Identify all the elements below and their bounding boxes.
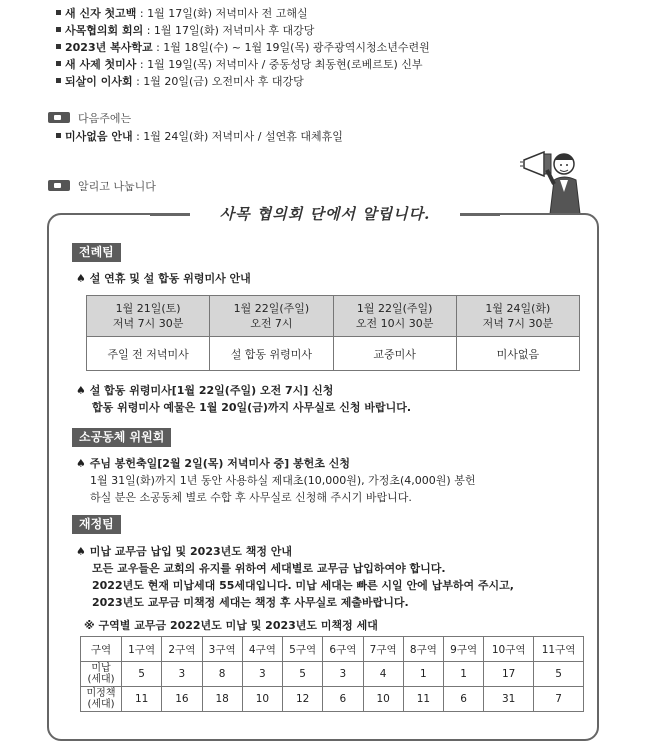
unpaid-label-2: (세대) <box>87 674 115 685</box>
unset-value: 11 <box>122 687 162 712</box>
unset-value: 7 <box>534 687 584 712</box>
next-week-item-label: 미사없음 안내 <box>65 130 133 143</box>
schedule-date: 1월 22일(주일) <box>233 302 310 315</box>
unpaid-value: 5 <box>122 662 162 687</box>
unset-label <box>81 687 122 712</box>
community-line-1: 1월 31일(화)까지 1년 동안 사용하실 제대초(10,000원), 가정초(4,000원) 봉헌 <box>90 474 476 487</box>
announcement-5 <box>56 74 304 90</box>
unpaid-value: 3 <box>242 662 282 687</box>
notice-banner: 사목 협의회 단에서 알립니다. <box>190 201 460 227</box>
unpaid-value: 5 <box>283 662 323 687</box>
unset-value: 11 <box>403 687 443 712</box>
announcement-text: : 1월 19일(목) 저녁미사 / 중동성당 최동현(로베르토) 신부 <box>136 58 423 71</box>
district-name: 8구역 <box>403 637 443 662</box>
schedule-time: 저녁 7시 30분 <box>482 317 554 330</box>
unpaid-label-1: 미납 <box>91 663 111 674</box>
district-name: 6구역 <box>323 637 363 662</box>
liturgy-tag: 전례팀 <box>72 243 121 262</box>
unset-label-2: (세대) <box>87 699 115 710</box>
notice-heading <box>48 178 156 194</box>
unset-label-1: 미정책 <box>86 688 116 699</box>
next-week-item-text: : 1월 24일(화) 저녁미사 / 설연휴 대체휴일 <box>132 130 343 143</box>
next-week-heading <box>48 110 131 126</box>
liturgy-note-title: ♠ 설 합동 위령미사[1월 22일(주일) 오전 7시] 신청 <box>76 384 334 397</box>
schedule-time: 저녁 7시 30분 <box>112 317 184 330</box>
district-name: 2구역 <box>162 637 202 662</box>
district-name: 10구역 <box>484 637 534 662</box>
schedule-time: 오전 10시 30분 <box>355 317 434 330</box>
district-table <box>80 636 584 712</box>
community-title: ♠ 주님 봉헌축일[2월 2일(목) 저녁미사 중] 봉헌초 신청 <box>76 457 350 470</box>
next-week-heading-text: 다음주에는 <box>78 112 132 125</box>
finance-tag: 재정팀 <box>72 515 121 534</box>
community-tag: 소공동체 위원회 <box>72 428 171 447</box>
unpaid-row <box>81 662 584 687</box>
unpaid-value: 5 <box>534 662 584 687</box>
announcement-4 <box>56 57 423 73</box>
announcement-1 <box>56 6 308 22</box>
district-name: 7구역 <box>363 637 403 662</box>
finance-line-1: 모든 교우들은 교회의 유지를 위하여 세대별로 교무금 납입하여야 합니다. <box>92 562 446 575</box>
speech-bubble-icon <box>48 112 70 123</box>
announcement-text: : 1월 17일(화) 저녁미사 전 고해실 <box>136 7 308 20</box>
finance-line-2: 2022년도 현재 미납세대 55세대입니다. 미납 세대는 빠른 시일 안에 납부하여 주시고, <box>92 579 514 592</box>
liturgy-title: ♠ 설 연휴 및 설 합동 위령미사 안내 <box>76 272 251 285</box>
unset-value: 10 <box>363 687 403 712</box>
unset-value: 31 <box>484 687 534 712</box>
district-name: 1구역 <box>122 637 162 662</box>
announcement-label: 되살이 이사회 <box>65 75 133 88</box>
unset-row <box>81 687 584 712</box>
announcement-label: 사목협의회 회의 <box>65 24 144 37</box>
announcement-3 <box>56 40 430 56</box>
announcement-2 <box>56 23 314 39</box>
schedule-head-cell <box>210 296 333 337</box>
next-week-item <box>56 129 343 145</box>
schedule-head-cell <box>456 296 579 337</box>
speech-bubble-icon <box>48 180 70 191</box>
announcement-text: : 1월 20일(금) 오전미사 후 대강당 <box>132 75 304 88</box>
district-name: 4구역 <box>242 637 282 662</box>
schedule-desc: 교중미사 <box>333 337 456 371</box>
district-name: 11구역 <box>534 637 584 662</box>
unset-value: 6 <box>444 687 484 712</box>
district-name: 3구역 <box>202 637 242 662</box>
announcement-text: : 1월 17일(화) 저녁미사 후 대강당 <box>143 24 315 37</box>
finance-line-3: 2023년도 교무금 미책정 세대는 책정 후 사무실로 제출바랍니다. <box>92 596 409 609</box>
announcement-label: 새 신자 첫고백 <box>65 7 137 20</box>
announcement-label: 2023년 복사학교 <box>65 41 153 54</box>
unpaid-value: 3 <box>323 662 363 687</box>
unset-value: 10 <box>242 687 282 712</box>
schedule-desc: 주일 전 저녁미사 <box>87 337 210 371</box>
banner-line-right <box>460 214 500 216</box>
announcement-text: : 1월 18일(수) ~ 1월 19일(목) 광주광역시청소년수련원 <box>152 41 430 54</box>
announcement-label: 새 사제 첫미사 <box>65 58 137 71</box>
unpaid-value: 3 <box>162 662 202 687</box>
unset-value: 16 <box>162 687 202 712</box>
community-line-2: 하실 분은 소공동체 별로 수합 후 사무실로 신청해 주시기 바랍니다. <box>90 491 412 504</box>
schedule-desc: 미사없음 <box>456 337 579 371</box>
district-header-label: 구역 <box>81 637 122 662</box>
district-header-row <box>81 637 584 662</box>
unset-value: 12 <box>283 687 323 712</box>
unpaid-value: 17 <box>484 662 534 687</box>
liturgy-note-text: 합동 위령미사 예물은 1월 20일(금)까지 사무실로 신청 바랍니다. <box>92 401 412 414</box>
schedule-time: 오전 7시 <box>250 317 293 330</box>
schedule-desc: 설 합동 위령미사 <box>210 337 333 371</box>
unpaid-value: 1 <box>444 662 484 687</box>
finance-title: ♠ 미납 교무금 납입 및 2023년도 책정 안내 <box>76 545 293 558</box>
schedule-date: 1월 22일(주일) <box>356 302 433 315</box>
schedule-date: 1월 24일(화) <box>485 302 551 315</box>
unpaid-label <box>81 662 122 687</box>
district-name: 5구역 <box>283 637 323 662</box>
mass-schedule-table <box>86 295 580 371</box>
banner-line-left <box>150 214 190 216</box>
unpaid-value: 4 <box>363 662 403 687</box>
notice-heading-text: 알리고 나눕니다 <box>78 180 156 193</box>
schedule-date: 1월 21일(토) <box>115 302 181 315</box>
unpaid-value: 8 <box>202 662 242 687</box>
schedule-head-cell <box>333 296 456 337</box>
unpaid-value: 1 <box>403 662 443 687</box>
schedule-head-cell <box>87 296 210 337</box>
megaphone-mascot-icon <box>520 140 596 216</box>
unset-value: 18 <box>202 687 242 712</box>
unset-value: 6 <box>323 687 363 712</box>
finance-table-title: ※ 구역별 교무금 2022년도 미납 및 2023년도 미책정 세대 <box>84 619 378 632</box>
district-name: 9구역 <box>444 637 484 662</box>
